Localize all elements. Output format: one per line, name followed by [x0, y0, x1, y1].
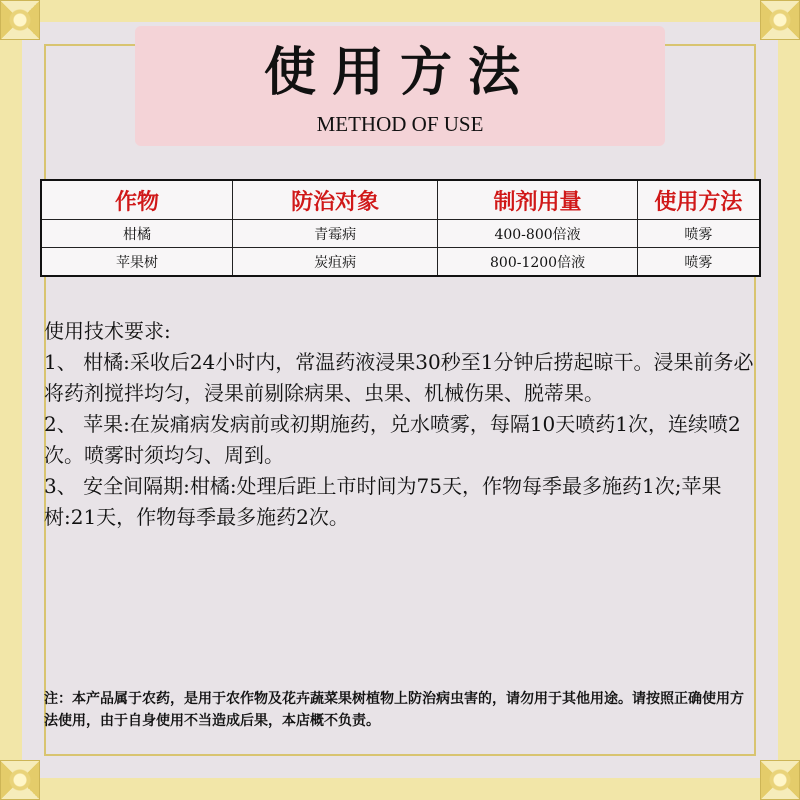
table-row [41, 220, 760, 248]
requirement-item: 1、 柑橘:采收后24小时内，常温药液浸果30秒至1分钟后捞起晾干。浸果前务必将药剂搅拌均匀，浸果前剔除病果、虫果、机械伤果、脱蒂果。 [44, 350, 754, 405]
usage-table [40, 179, 761, 277]
cell-dosage: 800-1200倍液 [438, 248, 637, 277]
header-method: 使用方法 [637, 180, 760, 220]
requirement-item: 2、 苹果:在炭痛病发病前或初期施药，兑水喷雾，每隔10天喷药1次，连续喷2次。喷雾时须均匀、周到。 [44, 412, 741, 467]
cell-method: 喷雾 [637, 220, 760, 248]
corner-ornament-icon [760, 760, 800, 800]
cell-crop: 苹果树 [41, 248, 232, 277]
page-title: 使用方法 [263, 42, 536, 103]
cell-target: 炭疽病 [232, 248, 437, 277]
header-crop: 作物 [41, 180, 232, 220]
requirements-heading: 使用技术要求: [44, 319, 171, 343]
corner-ornament-icon [0, 760, 40, 800]
table-header-row [41, 180, 760, 220]
page-subtitle: METHOD OF USE [316, 112, 484, 136]
table-row [41, 248, 760, 277]
cell-method: 喷雾 [637, 248, 760, 277]
cell-target: 青霉病 [232, 220, 437, 248]
requirement-item: 3、 安全间隔期:柑橘:处理后距上市时间为75天，作物每季最多施药1次;苹果树:21天，作物每季最多施药2次。 [44, 474, 722, 529]
requirements-section [44, 316, 764, 533]
cell-crop: 柑橘 [41, 220, 232, 248]
header-dosage: 制剂用量 [438, 180, 637, 220]
header-target: 防治对象 [232, 180, 437, 220]
cell-dosage: 400-800倍液 [438, 220, 637, 248]
disclaimer-note: 注：本产品属于农药，是用于农作物及花卉蔬菜果树植物上防治病虫害的，请勿用于其他用途。请按照正确使用方法使用，由于自身使用不当造成后果，本店概不负责。 [44, 691, 744, 729]
